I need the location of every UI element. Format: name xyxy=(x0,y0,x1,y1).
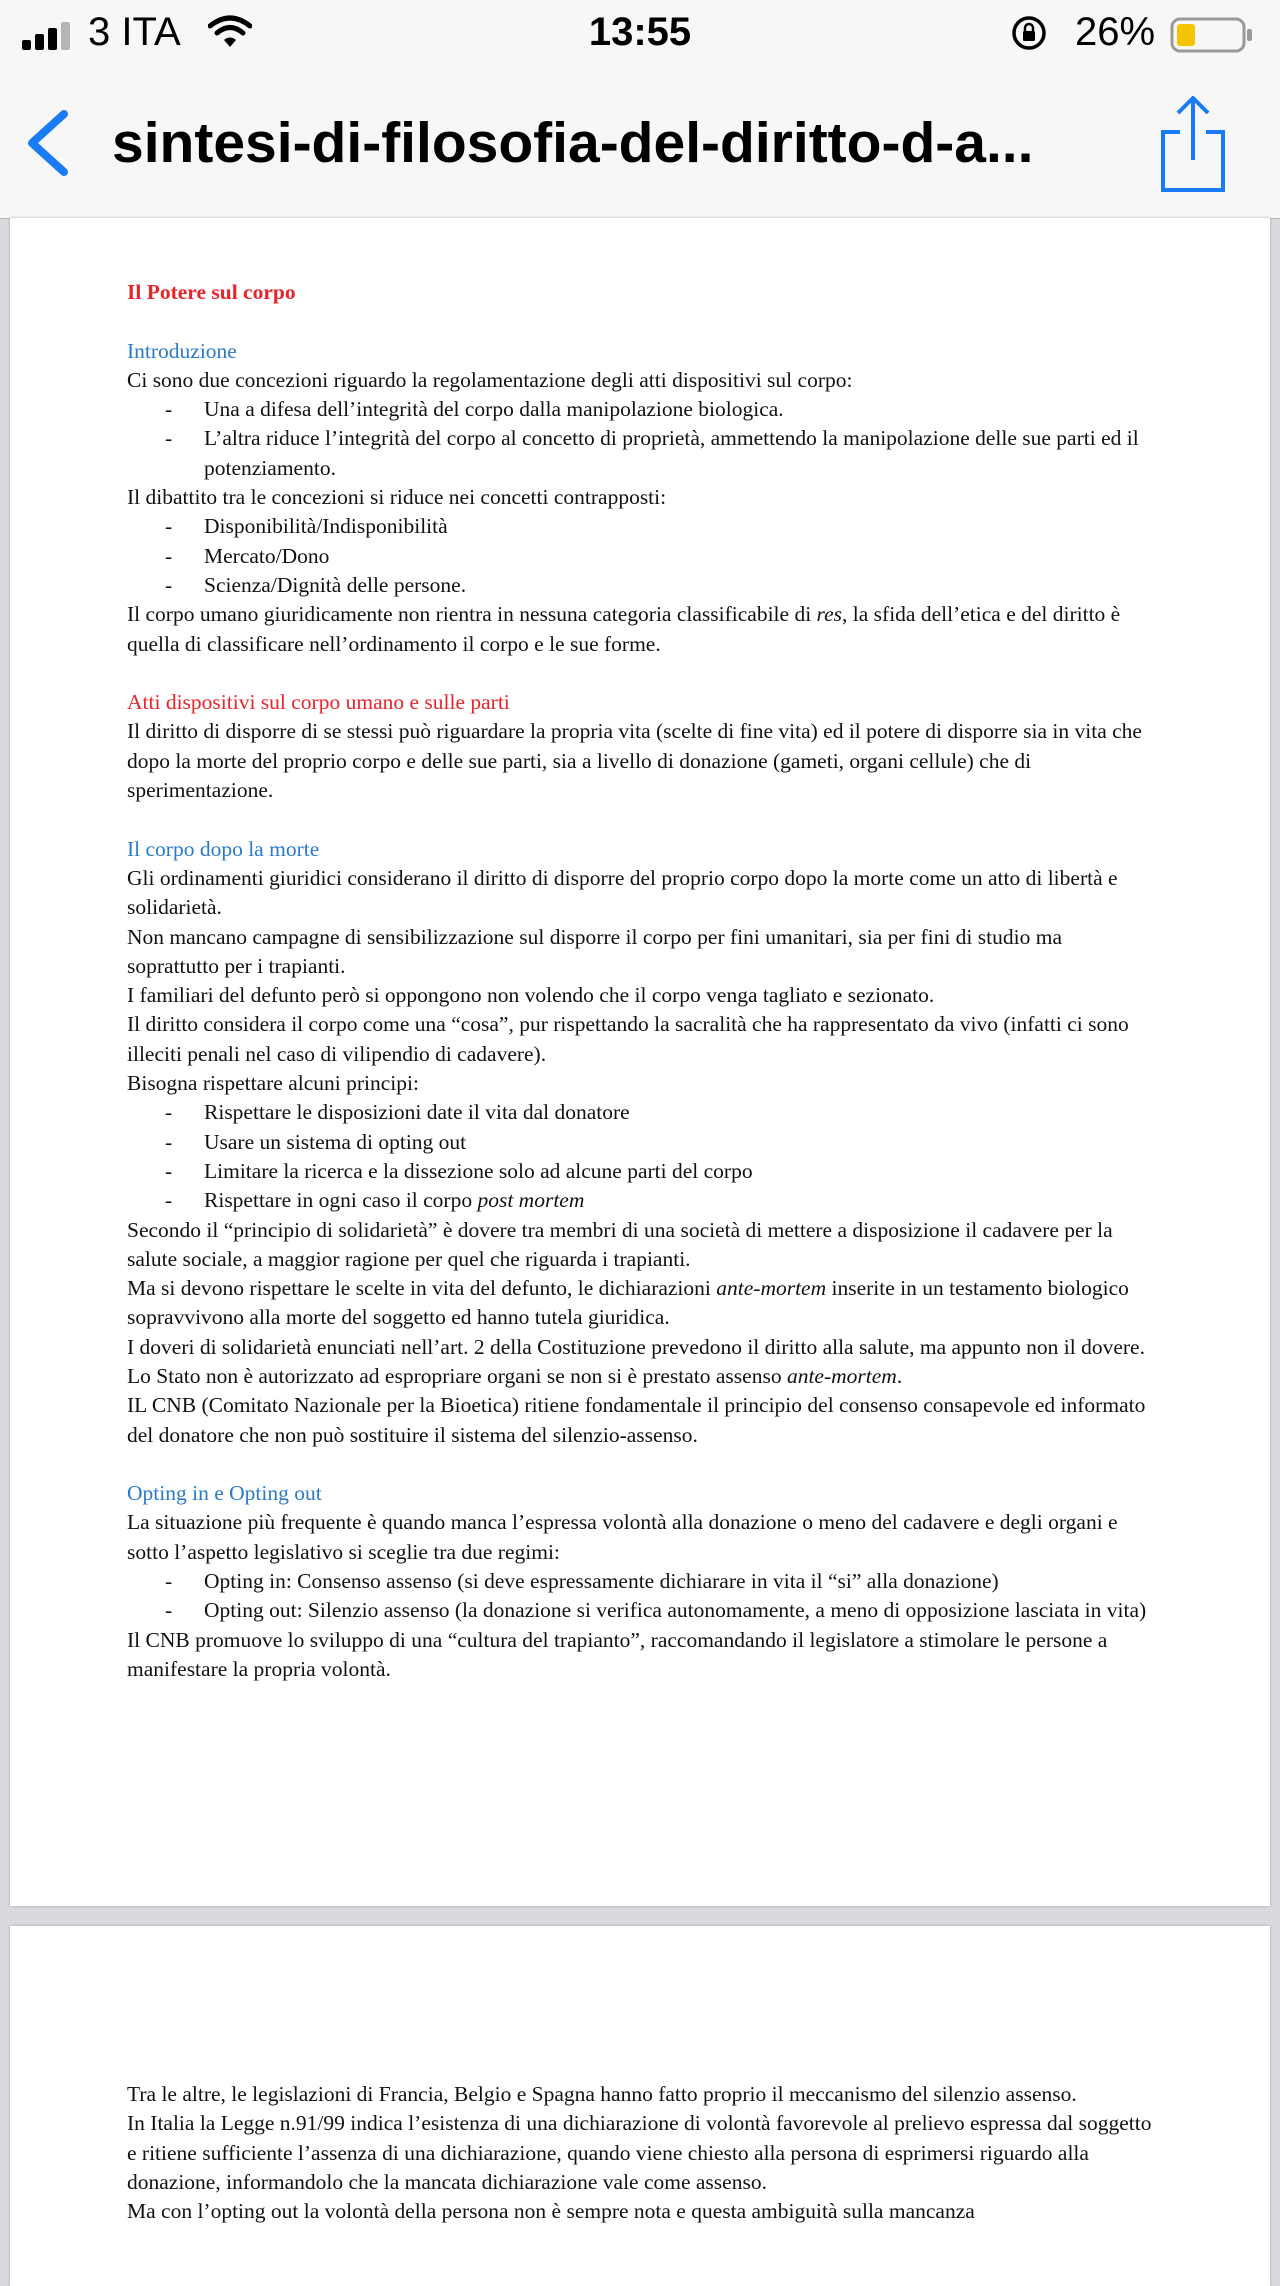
list-item: - Rispettare in ogni caso il corpo post mortem xyxy=(127,1186,1157,1215)
paragraph: Il diritto di disporre di se stessi può riguardare la propria vita (scelte di fine vita) ed il potere di disporre sia in vita che dopo la morte del proprio corpo e delle sue parti, sia a livello di donazione (gameti, organi cellule) che di sperimentazione. xyxy=(127,719,1142,803)
share-icon xyxy=(1158,94,1228,194)
paragraph: In Italia la Legge n.91/99 indica l’esistenza di una dichiarazione di volontà favorevole al prelievo espressa dal soggetto e ritiene sufficiente l’assenza di una dichiarazione, quando viene chiesto alla persona di esprimersi riguardo alla donazione, informandolo che la mancata dichiarazione vale come assenso. xyxy=(127,2111,1152,2194)
paragraph: Il CNB promuove lo sviluppo di una “cultura del trapianto”, raccomandando il legislatore a stimolare le persone a manifestare la propria volontà. xyxy=(127,1627,1108,1681)
paragraph: Bisogna rispettare alcuni principi: xyxy=(127,1071,419,1096)
list-item: - Usare un sistema di opting out xyxy=(127,1128,1157,1157)
paragraph: I doveri di solidarietà enunciati nell’art. 2 della Costituzione prevedono il diritto alla salute, ma appunto non il dovere. Lo Stato non è autorizzato ad espropriare organi se non si è prestato assenso ante-mortem. xyxy=(127,1334,1145,1388)
back-button[interactable] xyxy=(20,108,80,178)
battery-percent: 26% xyxy=(1075,10,1156,54)
list-item: - Rispettare le disposizioni date il vita dal donatore xyxy=(127,1098,1157,1127)
chevron-left-icon xyxy=(20,108,80,178)
navigation-bar xyxy=(0,70,1280,219)
carrier-name: 3 ITA xyxy=(88,10,181,54)
paragraph: Gli ordinamenti giuridici considerano il diritto di disporre del proprio corpo dopo la morte come un atto di libertà e solidarietà. xyxy=(127,865,1118,920)
document-page-1[interactable] xyxy=(10,218,1270,1906)
battery-icon xyxy=(1170,16,1254,54)
paragraph: Tra le altre, le legislazioni di Francia, Belgio e Spagna hanno fatto proprio il meccanismo del silenzio assenso. xyxy=(127,2082,1077,2106)
paragraph: Ma si devono rispettare le scelte in vita del defunto, le dichiarazioni ante-mortem inserite in un testamento biologico sopravvivono alla morte del soggetto ed hanno tutela giuridica. xyxy=(127,1276,1129,1330)
list-item: - Limitare la ricerca e la dissezione solo ad alcune parti del corpo xyxy=(127,1157,1157,1186)
paragraph: La situazione più frequente è quando manca l’espressa volontà alla donazione o meno del cadavere e degli organi e sotto l’aspetto legislativo si sceglie tra due regimi: xyxy=(127,1510,1118,1564)
section-heading-corpo-dopo-morte: Il corpo dopo la morte xyxy=(127,836,320,861)
bullet-list xyxy=(127,1098,1157,1215)
section-heading-introduzione: Introduzione xyxy=(127,338,237,363)
paragraph: Il diritto considera il corpo come una “cosa”, pur rispettando la sacralità che ha rappresentato da vivo (infatti ci sono illeciti penali nel caso di vilipendio di cadavere). xyxy=(127,1012,1129,1066)
page-content xyxy=(127,2080,1157,2226)
list-item: - Scienza/Dignità delle persone. xyxy=(127,571,1157,600)
bullet-list xyxy=(127,1567,1157,1626)
paragraph: Ci sono due concezioni riguardo la regolamentazione degli atti dispositivi sul corpo: xyxy=(127,367,853,392)
paragraph: Il dibattito tra le concezioni si riduce nei concetti contrapposti: xyxy=(127,485,667,510)
document-page-2[interactable] xyxy=(10,1926,1270,2286)
status-time: 13:55 xyxy=(588,10,692,54)
paragraph: I familiari del defunto però si oppongono non volendo che il corpo venga tagliato e sezionato. xyxy=(127,983,935,1008)
section-heading-atti-dispositivi: Atti dispositivi sul corpo umano e sulle parti xyxy=(127,690,510,715)
bullet-list xyxy=(127,395,1157,483)
list-item: - Opting in: Consenso assenso (si deve espressamente dichiarare in vita il “si” alla donazione) xyxy=(127,1567,1157,1596)
share-button[interactable] xyxy=(1158,94,1228,194)
document-title: sintesi-di-filosofia-del-diritto-d-a... xyxy=(112,111,1034,175)
list-item: - Una a difesa dell’integrità del corpo dalla manipolazione biologica. xyxy=(127,395,1157,424)
status-bar xyxy=(0,0,1280,70)
rotation-lock-icon xyxy=(1010,14,1048,52)
list-item: - L’altra riduce l’integrità del corpo al concetto di proprietà, ammettendo la manipolazione delle sue parti ed il potenziamento. xyxy=(127,424,1157,483)
page-title: Il Potere sul corpo xyxy=(127,280,296,304)
paragraph: Il corpo umano giuridicamente non rientra in nessuna categoria classificabile di res, la sfida dell’etica e del diritto è quella di classificare nell’ordinamento il corpo e le sue forme. xyxy=(127,602,1121,656)
paragraph: Non mancano campagne di sensibilizzazione sul disporre il corpo per fini umanitari, sia per fini di studio ma soprattutto per i trapianti. xyxy=(127,924,1062,978)
paragraph: IL CNB (Comitato Nazionale per la Bioetica) ritiene fondamentale il principio del consenso consapevole ed informato del donatore che non può sostituire il sistema del silenzio-assenso. xyxy=(127,1393,1146,1447)
list-item: - Mercato/Dono xyxy=(127,542,1157,571)
paragraph: Ma con l’opting out la volontà della persona non è sempre nota e questa ambiguità sulla mancanza xyxy=(127,2199,975,2224)
list-item: - Disponibilità/Indisponibilità xyxy=(127,512,1157,541)
paragraph: Secondo il “principio di solidarietà” è dovere tra membri di una società di mettere a disposizione il cadavere per la salute sociale, a maggior ragione per quel che riguarda i trapianti. xyxy=(127,1217,1113,1271)
page-content xyxy=(127,278,1157,1684)
section-heading-opting: Opting in e Opting out xyxy=(127,1481,322,1506)
list-item: - Opting out: Silenzio assenso (la donazione si verifica autonomamente, a meno di opposizione lasciata in vita) xyxy=(127,1596,1157,1625)
bullet-list xyxy=(127,512,1157,600)
